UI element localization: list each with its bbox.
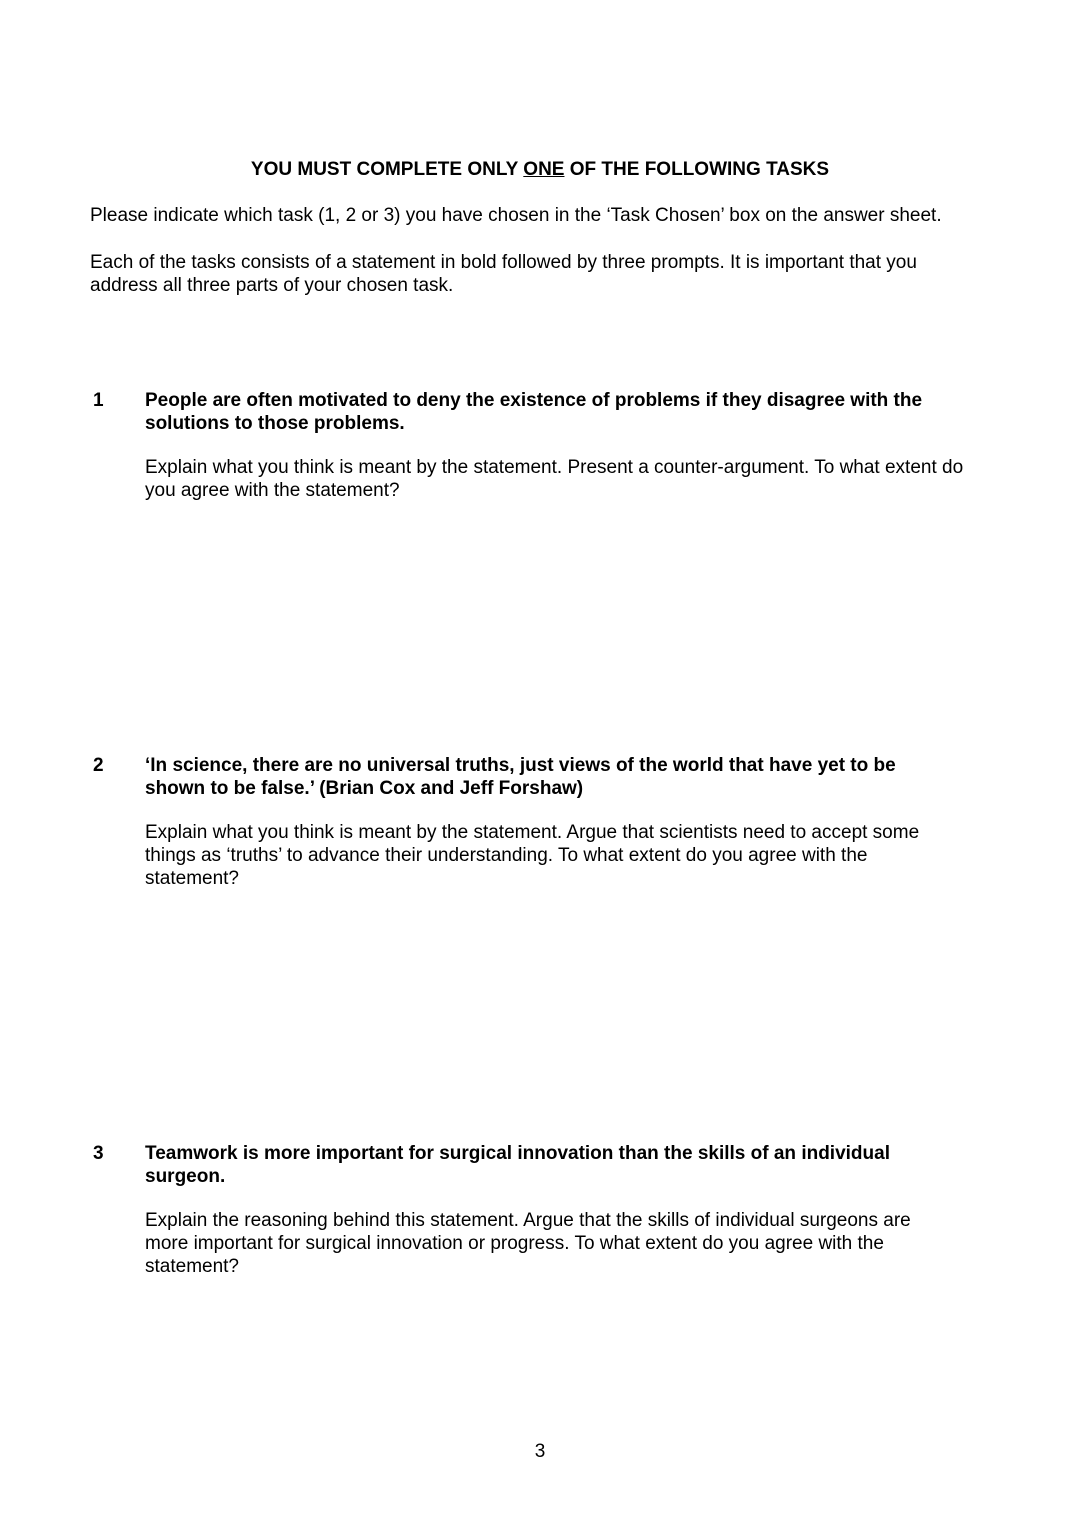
task-statement: Teamwork is more important for surgical innovation than the skills of an individual surgeon. [145, 1143, 890, 1187]
instruction-task-structure: Each of the tasks consists of a statement in bold followed by three prompts. It is important that you address all three parts of your chosen task. [90, 252, 917, 296]
instruction-indicate-task: Please indicate which task (1, 2 or 3) you have chosen in the ‘Task Chosen’ box on the answer sheet. [90, 205, 942, 226]
task-number: 2 [93, 755, 104, 776]
heading-text-start: YOU MUST COMPLETE ONLY [250, 159, 524, 180]
task-prompt: Explain what you think is meant by the statement. Present a counter-argument. To what extent do you agree with the statement? [145, 457, 964, 501]
task-statement: ‘In science, there are no universal truths, just views of the world that have yet to be shown to be false.’ (Brian Cox and Jeff Forshaw) [145, 755, 896, 799]
task-prompt: Explain what you think is meant by the statement. Argue that scientists need to accept some things as ‘truths’ to advance their understanding. To what extent do you agree with the statement? [145, 822, 920, 889]
page-number: 3 [534, 1441, 546, 1462]
task-statement: People are often motivated to deny the existence of problems if they disagree with the solutions to those problems. [145, 390, 923, 434]
task-number: 1 [93, 390, 104, 411]
heading-text-end: OF THE FOLLOWING TASKS [564, 159, 830, 180]
heading-emphasis: ONE [523, 159, 565, 180]
task-prompt: Explain the reasoning behind this statement. Argue that the skills of individual surgeons are more important for surgical innovation or progress. To what extent do you agree with the statement? [145, 1210, 911, 1277]
page-heading [0, 158, 1080, 181]
task-number: 3 [93, 1143, 104, 1164]
